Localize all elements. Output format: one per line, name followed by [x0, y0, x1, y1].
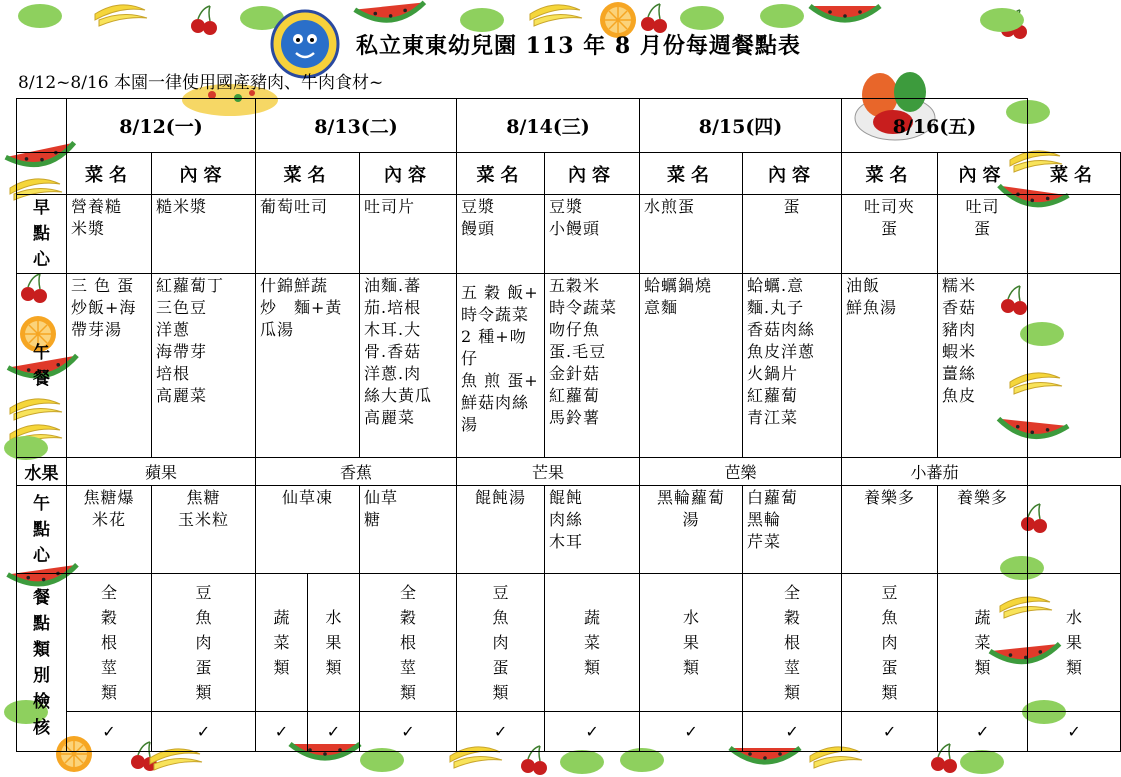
- breakfast-dish: 葡萄吐司: [256, 195, 360, 274]
- ingredients-header: 內容: [743, 153, 842, 195]
- ingredients-header: 內容: [152, 153, 256, 195]
- snack-dish: 養樂多: [842, 486, 938, 574]
- empty-cell: [1028, 274, 1121, 458]
- fruit-item: 小蕃茄: [842, 458, 1028, 486]
- date-row: [17, 99, 1121, 153]
- category-label: 全 穀 根 莖 類: [360, 574, 457, 712]
- breakfast-label: 早 點 心: [17, 195, 67, 274]
- check-mark: ✓: [360, 712, 457, 752]
- breakfast-dish: 吐司夾 蛋: [842, 195, 938, 274]
- check-mark: ✓: [457, 712, 545, 752]
- fruit-item: 芭樂: [640, 458, 842, 486]
- lunch-dish: 三 色 蛋 炒飯+海 帶芽湯: [67, 274, 152, 458]
- fruit-item: 香蕉: [256, 458, 457, 486]
- fruit-item: 芒果: [457, 458, 640, 486]
- dish-name-header: 菜名: [457, 153, 545, 195]
- snack-dish: 黑輪蘿蔔 湯: [640, 486, 743, 574]
- check-mark: ✓: [842, 712, 938, 752]
- lunch-ingredients: 紅蘿蔔丁 三色豆 洋蔥 海帶芽 培根 高麗菜: [152, 274, 256, 458]
- breakfast-ingredients: 豆漿 小饅頭: [545, 195, 640, 274]
- corner-cell: [17, 99, 67, 153]
- lunch-ingredients: 五穀米 時令蔬菜 吻仔魚 蛋.毛豆 金針菇 紅蘿蔔 馬鈴薯: [545, 274, 640, 458]
- breakfast-ingredients: 吐司 蛋: [938, 195, 1028, 274]
- snack-dish: 仙草凍: [256, 486, 360, 574]
- lunch-ingredients: 糯米 香菇 豬肉 蝦米 薑絲 魚皮: [938, 274, 1028, 458]
- column-header-row: [17, 153, 1121, 195]
- check-mark: ✓: [1028, 712, 1121, 752]
- fruit-label: 水果: [17, 458, 67, 486]
- snack-ingredients: 仙草 糖: [360, 486, 457, 574]
- category-label: 水 果 類: [308, 574, 360, 712]
- category-label: 豆 魚 肉 蛋 類: [842, 574, 938, 712]
- lunch-row: [17, 274, 1121, 458]
- snack-ingredients: 焦糖 玉米粒: [152, 486, 256, 574]
- breakfast-row: [17, 195, 1121, 274]
- breakfast-dish: 水煎蛋: [640, 195, 743, 274]
- dish-name-header: 菜名: [842, 153, 938, 195]
- date-header: 8/13(二): [256, 99, 457, 153]
- category-label: 豆 魚 肉 蛋 類: [152, 574, 256, 712]
- snack-dish: 餛飩湯: [457, 486, 545, 574]
- empty-cell: [1028, 486, 1121, 574]
- category-label: 蔬 菜 類: [545, 574, 640, 712]
- category-label: 蔬 菜 類: [938, 574, 1028, 712]
- category-label: 水 果 類: [1028, 574, 1121, 712]
- category-label: 蔬 菜 類: [256, 574, 308, 712]
- breakfast-ingredients: 糙米漿: [152, 195, 256, 274]
- empty-cell: [1028, 195, 1121, 274]
- ingredients-header: 內容: [545, 153, 640, 195]
- page-title: 私立東東幼兒園 113 年 8 月份每週餐點表: [356, 32, 801, 59]
- lunch-dish: 什錦鮮蔬 炒 麵+黃 瓜湯: [256, 274, 360, 458]
- snack-label: 午 點 心: [17, 486, 67, 574]
- dish-name-header: 菜名: [1028, 153, 1121, 195]
- dish-name-header: 菜名: [640, 153, 743, 195]
- snack-dish: 焦糖爆 米花: [67, 486, 152, 574]
- date-header: 8/12(一): [67, 99, 256, 153]
- ingredients-header: 內容: [938, 153, 1028, 195]
- corner-cell: [17, 153, 67, 195]
- check-mark: ✓: [640, 712, 743, 752]
- check-mark: ✓: [256, 712, 308, 752]
- check-mark: ✓: [743, 712, 842, 752]
- date-header: 8/16(五): [842, 99, 1028, 153]
- breakfast-dish: 豆漿 饅頭: [457, 195, 545, 274]
- check-mark: ✓: [938, 712, 1028, 752]
- date-header: 8/14(三): [457, 99, 640, 153]
- check-mark: ✓: [152, 712, 256, 752]
- category-check-label: 餐 點 類 別 檢 核: [17, 574, 67, 752]
- breakfast-ingredients: 蛋: [743, 195, 842, 274]
- snack-row: [17, 486, 1121, 574]
- lunch-ingredients: 蛤蠣.意 麵.丸子 香菇肉絲 魚皮洋蔥 火鍋片 紅蘿蔔 青江菜: [743, 274, 842, 458]
- fruit-row: [17, 458, 1121, 486]
- meat-origin-notice: 8/12~8/16 本園一律使用國產豬肉、牛肉食材~: [18, 73, 384, 93]
- date-header: 8/15(四): [640, 99, 842, 153]
- breakfast-dish: 營養糙 米漿: [67, 195, 152, 274]
- lunch-dish: 油飯 鮮魚湯: [842, 274, 938, 458]
- snack-ingredients: 白蘿蔔 黑輪 芹菜: [743, 486, 842, 574]
- category-label: 豆 魚 肉 蛋 類: [457, 574, 545, 712]
- ingredients-header: 內容: [360, 153, 457, 195]
- fruit-item: 蘋果: [67, 458, 256, 486]
- category-label: 全 穀 根 莖 類: [743, 574, 842, 712]
- check-mark: ✓: [67, 712, 152, 752]
- check-mark: ✓: [545, 712, 640, 752]
- snack-ingredients: 養樂多: [938, 486, 1028, 574]
- breakfast-ingredients: 吐司片: [360, 195, 457, 274]
- weekly-menu-table: [16, 98, 1121, 752]
- check-row: [17, 712, 1121, 752]
- lunch-dish: 蛤蠣鍋燒 意麵: [640, 274, 743, 458]
- lunch-label: 午 餐: [17, 274, 67, 458]
- category-label: 水 果 類: [640, 574, 743, 712]
- check-mark: ✓: [308, 712, 360, 752]
- dish-name-header: 菜名: [256, 153, 360, 195]
- snack-ingredients: 餛飩 肉絲 木耳: [545, 486, 640, 574]
- lunch-ingredients: 油麵.蕃 茄.培根 木耳.大 骨.香菇 洋蔥.肉 絲大黃瓜 高麗菜: [360, 274, 457, 458]
- category-label: 全 穀 根 莖 類: [67, 574, 152, 712]
- lunch-dish: 五 穀 飯+ 時令蔬菜 2 種+吻仔 魚 煎 蛋+ 鮮菇肉絲 湯: [457, 274, 545, 458]
- category-row: [17, 574, 1121, 712]
- dish-name-header: 菜名: [67, 153, 152, 195]
